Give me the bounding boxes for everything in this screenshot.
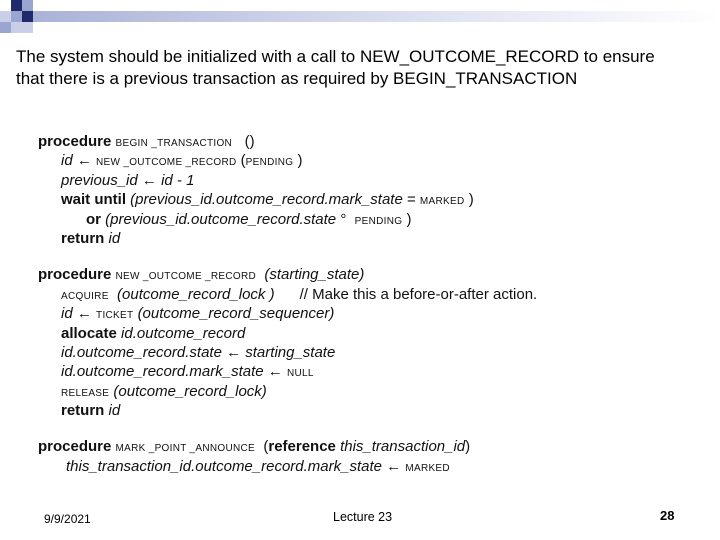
code-line: [38, 265, 698, 284]
parameter: (starting_state): [264, 266, 365, 284]
constant: MARKED: [405, 462, 450, 474]
decor-square: [0, 11, 11, 22]
code-line: [38, 229, 698, 248]
expression: (outcome_record_lock ): [117, 285, 275, 303]
identifier: id: [61, 152, 73, 170]
operator: °: [340, 210, 347, 228]
decor-square: [22, 0, 33, 11]
code-comment: // Make this a before-or-after action.: [299, 285, 538, 303]
expression: id - 1: [161, 171, 195, 189]
footer-date: 9/9/2021: [44, 512, 91, 526]
identifier: starting_state: [245, 343, 336, 361]
keyword: allocate: [61, 324, 117, 342]
code-line: [38, 171, 698, 190]
decor-square: [22, 11, 33, 22]
punct: ): [297, 152, 303, 170]
page-number: 28: [660, 508, 675, 523]
procedure-name: NEW _OUTCOME _RECORD: [96, 157, 237, 169]
expression: this_transaction_id.outcome_record.mark_state: [66, 457, 382, 475]
punct: (: [263, 438, 269, 456]
heading-line: The system should be initialized with a call to NEW_OUTCOME_RECORD to ensure: [16, 47, 655, 66]
procedure-name: ACQUIRE: [61, 290, 109, 302]
arrow: ←: [226, 343, 242, 361]
expression: (previous_id.outcome_record.state: [105, 210, 337, 228]
decor-square: [11, 11, 22, 22]
expression: (outcome_record_lock): [113, 382, 267, 400]
operator: =: [406, 191, 416, 209]
code-line: [38, 382, 698, 401]
identifier: previous_id: [61, 171, 138, 189]
expression: (outcome_record_sequencer): [137, 305, 335, 323]
identifier: id: [108, 402, 121, 420]
constant: PENDING: [354, 215, 403, 227]
footer-title: Lecture 23: [333, 510, 393, 524]
arrow: ←: [76, 152, 92, 170]
identifier: id: [108, 229, 121, 247]
code-line: [38, 437, 698, 456]
slide-heading: [16, 46, 716, 90]
code-line: [38, 190, 698, 209]
decor-square: [0, 22, 11, 33]
pseudocode-block: [38, 132, 698, 476]
code-line: [38, 151, 698, 170]
keyword: procedure: [38, 266, 112, 284]
punct: ): [465, 438, 471, 456]
code-line: [38, 343, 698, 362]
keyword: return: [61, 402, 105, 420]
heading-line: that there is a previous transaction as required by BEGIN_TRANSACTION: [16, 69, 578, 88]
punct: (): [244, 133, 255, 150]
decor-square: [11, 0, 22, 11]
code-line: [38, 324, 698, 343]
decor-square: [22, 22, 33, 33]
identifier: id: [61, 305, 73, 323]
keyword: return: [61, 229, 105, 247]
decor-square: [11, 22, 22, 33]
procedure-name: TICKET: [96, 310, 134, 322]
expression: id.outcome_record.mark_state: [61, 363, 264, 381]
punct: ): [468, 191, 474, 209]
keyword: wait until: [61, 191, 126, 209]
arrow: ←: [386, 457, 402, 475]
code-line: [38, 285, 698, 304]
code-line: [38, 457, 698, 476]
arrow: ←: [141, 171, 157, 189]
expression: id.outcome_record.state: [61, 343, 222, 361]
arrow: ←: [267, 363, 283, 381]
arrow: ←: [76, 305, 92, 323]
procedure-name: BEGIN _TRANSACTION: [115, 138, 233, 149]
punct: (: [240, 152, 246, 170]
keyword: procedure: [38, 438, 112, 456]
keyword: or: [86, 210, 101, 228]
keyword: reference: [268, 438, 336, 456]
parameter: this_transaction_id: [340, 438, 466, 456]
constant: MARKED: [419, 196, 465, 208]
constant: NULL: [286, 368, 314, 380]
code-line: [38, 210, 698, 229]
keyword: procedure: [38, 133, 112, 150]
procedure-name: MARK _POINT _ANNOUNCE: [115, 443, 256, 455]
punct: ): [406, 210, 412, 228]
code-line: [38, 401, 698, 420]
code-line: [38, 132, 698, 151]
procedure-name: NEW _OUTCOME _RECORD: [115, 271, 256, 283]
expression: id.outcome_record: [121, 324, 246, 342]
title-bar-decoration: [33, 11, 720, 22]
procedure-name: RELEASE: [61, 387, 110, 399]
code-line: [38, 362, 698, 381]
code-line: [38, 304, 698, 323]
expression: (previous_id.outcome_record.mark_state: [130, 191, 403, 209]
constant: PENDING: [245, 157, 294, 169]
